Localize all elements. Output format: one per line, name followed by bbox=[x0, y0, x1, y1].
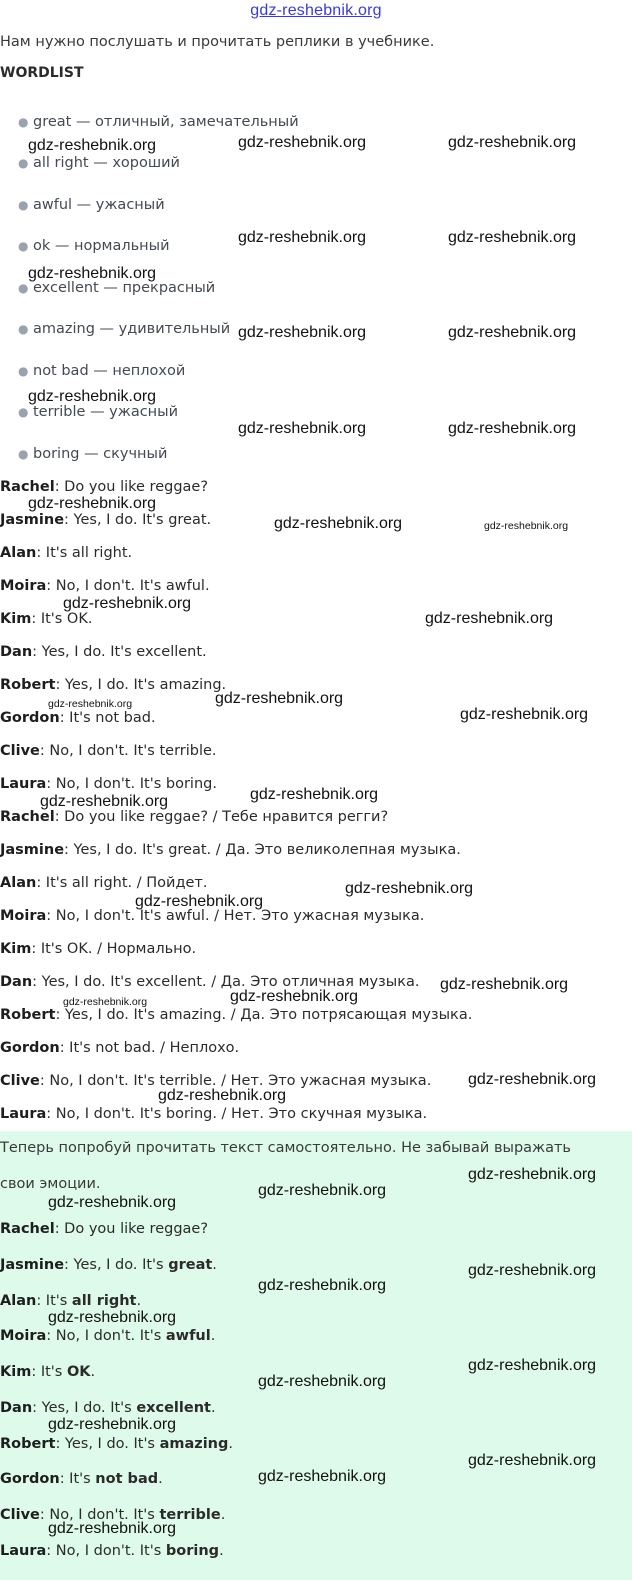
emphasis-word: great bbox=[168, 1257, 213, 1273]
line-text: : Yes, I do. It's great. bbox=[64, 512, 212, 528]
dialogue-line bbox=[0, 545, 132, 561]
line-text: : No, I don't. It's bbox=[46, 1328, 166, 1344]
speaker-name: Dan bbox=[0, 1400, 33, 1416]
line-text: : It's not bad. bbox=[59, 710, 156, 726]
line-text: : It's all right. / Пойдет. bbox=[36, 875, 208, 891]
line-text: : No, I don't. It's awful. / Нет. Это ужасная музыка. bbox=[46, 908, 425, 924]
bullet-icon: ● bbox=[18, 447, 29, 461]
line-text: : No, I don't. It's boring. / Нет. Это скучная музыка. bbox=[46, 1106, 428, 1122]
dialogue-line bbox=[0, 479, 208, 495]
line-text: : No, I don't. It's terrible. bbox=[39, 743, 217, 759]
practice-line bbox=[0, 1400, 216, 1416]
practice-line bbox=[0, 1221, 208, 1237]
line-end: . bbox=[136, 1293, 142, 1309]
watermark: gdz-reshebnik.org bbox=[250, 786, 379, 803]
watermark: gdz-reshebnik.org bbox=[40, 793, 169, 810]
speaker-name: Gordon bbox=[0, 710, 60, 726]
bullet-icon: ● bbox=[18, 405, 29, 419]
line-text: : Yes, I do. It's great. / Да. Это великолепная музыка. bbox=[64, 842, 461, 858]
watermark: gdz-reshebnik.org bbox=[258, 1277, 387, 1294]
line-text: : It's bbox=[31, 1364, 67, 1380]
dialogue-line bbox=[0, 578, 210, 594]
line-text: : Yes, I do. It's excellent. / Да. Это отличная музыка. bbox=[32, 974, 420, 990]
watermark: gdz-reshebnik.org bbox=[274, 515, 403, 532]
watermark: gdz-reshebnik.org bbox=[468, 1262, 597, 1279]
speaker-name: Clive bbox=[0, 1073, 40, 1089]
watermark: gdz-reshebnik.org bbox=[215, 690, 344, 707]
wordlist-item-text: terrible — ужасный bbox=[33, 404, 179, 420]
speaker-name: Gordon bbox=[0, 1471, 60, 1487]
wordlist-item-text: ok — нормальный bbox=[33, 238, 170, 254]
speaker-name: Rachel bbox=[0, 479, 55, 495]
emphasis-word: not bad bbox=[95, 1471, 159, 1487]
intro-text: Нам нужно послушать и прочитать реплики в учебнике. bbox=[0, 34, 435, 50]
watermark: gdz-reshebnik.org bbox=[258, 1182, 387, 1199]
wordlist-item bbox=[18, 197, 165, 213]
practice-instruction-line2: свои эмоции. bbox=[0, 1176, 101, 1192]
speaker-name: Alan bbox=[0, 545, 37, 561]
line-end: . bbox=[90, 1364, 96, 1380]
translation-line bbox=[0, 1007, 472, 1023]
wordlist-item bbox=[18, 363, 185, 379]
dialogue-line bbox=[0, 644, 207, 660]
watermark: gdz-reshebnik.org bbox=[230, 988, 359, 1005]
dialogue-line bbox=[0, 776, 217, 792]
line-text: : It's bbox=[36, 1293, 72, 1309]
dialogue-line bbox=[0, 512, 211, 528]
speaker-name: Gordon bbox=[0, 1040, 60, 1056]
line-text: : Yes, I do. It's bbox=[32, 1400, 137, 1416]
line-text: : It's OK. / Нормально. bbox=[31, 941, 197, 957]
practice-line bbox=[0, 1328, 215, 1344]
wordlist-item-text: all right — хороший bbox=[33, 155, 180, 171]
watermark: gdz-reshebnik.org bbox=[448, 324, 577, 341]
watermark: gdz-reshebnik.org bbox=[448, 229, 577, 246]
watermark: gdz-reshebnik.org bbox=[28, 265, 157, 282]
emphasis-word: boring bbox=[165, 1543, 220, 1559]
watermark: gdz-reshebnik.org bbox=[468, 1357, 597, 1374]
translation-line bbox=[0, 1040, 239, 1056]
dialogue-line bbox=[0, 611, 92, 627]
line-text: : Yes, I do. It's bbox=[55, 1436, 160, 1452]
wordlist-item-text: excellent — прекрасный bbox=[33, 280, 216, 296]
watermark: gdz-reshebnik.org bbox=[28, 388, 157, 405]
speaker-name: Dan bbox=[0, 974, 33, 990]
line-text: : It's all right. bbox=[36, 545, 133, 561]
speaker-name: Kim bbox=[0, 1364, 32, 1380]
speaker-name: Rachel bbox=[0, 1221, 55, 1237]
practice-instruction-line1: Теперь попробуй прочитать текст самостоятельно. Не забывай выражать bbox=[0, 1140, 571, 1156]
translation-line bbox=[0, 809, 388, 825]
line-text: : Yes, I do. It's bbox=[64, 1257, 169, 1273]
bullet-icon: ● bbox=[18, 198, 29, 212]
line-end: . bbox=[220, 1507, 226, 1523]
speaker-name: Alan bbox=[0, 1293, 37, 1309]
line-end: . bbox=[219, 1543, 224, 1559]
line-text: : Yes, I do. It's excellent. bbox=[32, 644, 207, 660]
emphasis-word: awful bbox=[165, 1328, 211, 1344]
watermark: gdz-reshebnik.org bbox=[448, 134, 577, 151]
speaker-name: Moira bbox=[0, 1328, 47, 1344]
line-end: . bbox=[228, 1436, 233, 1452]
speaker-name: Robert bbox=[0, 1007, 56, 1023]
emphasis-word: OK bbox=[66, 1364, 91, 1380]
line-text: : No, I don't. It's boring. bbox=[46, 776, 217, 792]
speaker-name: Alan bbox=[0, 875, 37, 891]
speaker-name: Moira bbox=[0, 908, 47, 924]
translation-line bbox=[0, 941, 196, 957]
practice-line bbox=[0, 1293, 141, 1309]
wordlist-item bbox=[18, 238, 170, 254]
watermark: gdz-reshebnik.org bbox=[48, 698, 133, 710]
speaker-name: Dan bbox=[0, 644, 33, 660]
practice-line bbox=[0, 1543, 224, 1559]
speaker-name: Kim bbox=[0, 941, 32, 957]
line-text: : No, I don't. It's terrible. / Нет. Это ужасная музыка. bbox=[39, 1073, 432, 1089]
watermark: gdz-reshebnik.org bbox=[238, 324, 367, 341]
speaker-name: Robert bbox=[0, 677, 56, 693]
speaker-name: Jasmine bbox=[0, 512, 65, 528]
line-text: : Yes, I do. It's amazing. / Да. Это потрясающая музыка. bbox=[55, 1007, 473, 1023]
practice-line bbox=[0, 1364, 95, 1380]
line-end: . bbox=[158, 1471, 163, 1487]
line-end: . bbox=[212, 1257, 217, 1273]
watermark: gdz-reshebnik.org bbox=[440, 976, 569, 993]
translation-line bbox=[0, 842, 461, 858]
wordlist-item-text: amazing — удивительный bbox=[33, 321, 231, 337]
watermark: gdz-reshebnik.org bbox=[238, 134, 367, 151]
speaker-name: Laura bbox=[0, 1543, 47, 1559]
watermark: gdz-reshebnik.org bbox=[448, 420, 577, 437]
speaker-name: Moira bbox=[0, 578, 47, 594]
line-text: : Do you like reggae? bbox=[54, 1221, 209, 1237]
speaker-name: Clive bbox=[0, 743, 40, 759]
emphasis-word: all right bbox=[71, 1293, 137, 1309]
bullet-icon: ● bbox=[18, 156, 29, 170]
emphasis-word: amazing bbox=[159, 1436, 229, 1452]
watermark: gdz-reshebnik.org bbox=[48, 1520, 177, 1537]
watermark: gdz-reshebnik.org bbox=[425, 610, 554, 627]
wordlist-item-text: not bad — неплохой bbox=[33, 363, 186, 379]
watermark: gdz-reshebnik.org bbox=[48, 1309, 177, 1326]
speaker-name: Rachel bbox=[0, 809, 55, 825]
watermark: gdz-reshebnik.org bbox=[28, 495, 157, 512]
watermark: gdz-reshebnik.org bbox=[345, 880, 474, 897]
speaker-name: Laura bbox=[0, 776, 47, 792]
wordlist-item bbox=[18, 404, 178, 420]
line-text: : No, I don't. It's bbox=[46, 1543, 166, 1559]
line-end: . bbox=[210, 1400, 216, 1416]
emphasis-word: terrible bbox=[159, 1507, 221, 1523]
bullet-icon: ● bbox=[18, 322, 29, 336]
speaker-name: Robert bbox=[0, 1436, 56, 1452]
wordlist-item-text: great — отличный, замечательный bbox=[33, 114, 299, 130]
dialogue-line bbox=[0, 677, 226, 693]
speaker-name: Laura bbox=[0, 1106, 47, 1122]
dialogue-line bbox=[0, 710, 156, 726]
line-text: : Do you like reggae? / Тебе нравится регги? bbox=[54, 809, 389, 825]
emphasis-word: excellent bbox=[136, 1400, 211, 1416]
speaker-name: Jasmine bbox=[0, 842, 65, 858]
wordlist-title: WORDLIST bbox=[0, 65, 84, 81]
practice-line bbox=[0, 1257, 217, 1273]
line-text: : Do you like reggae? bbox=[54, 479, 209, 495]
watermark: gdz-reshebnik.org bbox=[468, 1071, 597, 1088]
line-text: : It's bbox=[59, 1471, 96, 1487]
line-end: . bbox=[210, 1328, 216, 1344]
site-header-link[interactable]: gdz-reshebnik.org bbox=[250, 2, 382, 19]
watermark: gdz-reshebnik.org bbox=[135, 893, 264, 910]
watermark: gdz-reshebnik.org bbox=[48, 1416, 177, 1433]
line-text: : No, I don't. It's awful. bbox=[46, 578, 210, 594]
translation-line bbox=[0, 1106, 427, 1122]
bullet-icon: ● bbox=[18, 115, 29, 129]
wordlist-item bbox=[18, 114, 299, 130]
wordlist-item-text: awful — ужасный bbox=[33, 197, 165, 213]
line-text: : Yes, I do. It's amazing. bbox=[55, 677, 227, 693]
wordlist-item bbox=[18, 155, 180, 171]
watermark: gdz-reshebnik.org bbox=[468, 1166, 597, 1183]
watermark: gdz-reshebnik.org bbox=[460, 706, 589, 723]
watermark: gdz-reshebnik.org bbox=[484, 520, 569, 532]
watermark: gdz-reshebnik.org bbox=[238, 229, 367, 246]
translation-line bbox=[0, 875, 207, 891]
wordlist-item bbox=[18, 446, 167, 462]
watermark: gdz-reshebnik.org bbox=[238, 420, 367, 437]
speaker-name: Jasmine bbox=[0, 1257, 65, 1273]
watermark: gdz-reshebnik.org bbox=[28, 137, 157, 154]
watermark: gdz-reshebnik.org bbox=[63, 595, 192, 612]
bullet-icon: ● bbox=[18, 281, 29, 295]
watermark: gdz-reshebnik.org bbox=[258, 1373, 387, 1390]
speaker-name: Clive bbox=[0, 1507, 40, 1523]
watermark: gdz-reshebnik.org bbox=[258, 1468, 387, 1485]
line-text: : It's not bad. / Неплохо. bbox=[59, 1040, 240, 1056]
bullet-icon: ● bbox=[18, 239, 29, 253]
line-text: : It's OK. bbox=[31, 611, 93, 627]
watermark: gdz-reshebnik.org bbox=[63, 996, 148, 1008]
watermark: gdz-reshebnik.org bbox=[158, 1087, 287, 1104]
watermark: gdz-reshebnik.org bbox=[48, 1194, 177, 1211]
wordlist-item bbox=[18, 321, 230, 337]
line-text: : No, I don't. It's bbox=[39, 1507, 160, 1523]
dialogue-line bbox=[0, 743, 217, 759]
bullet-icon: ● bbox=[18, 364, 29, 378]
watermark: gdz-reshebnik.org bbox=[468, 1452, 597, 1469]
wordlist-item-text: boring — скучный bbox=[33, 446, 168, 462]
practice-line bbox=[0, 1436, 233, 1452]
speaker-name: Kim bbox=[0, 611, 32, 627]
practice-line bbox=[0, 1471, 163, 1487]
